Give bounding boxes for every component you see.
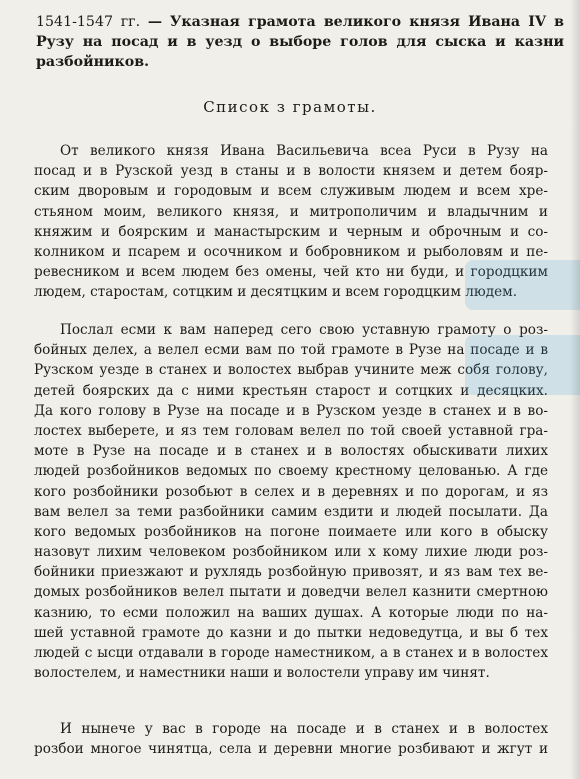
text-line-content: стьяном моим, великого князя, и митрополичим и владычним и	[34, 203, 548, 220]
text-line	[34, 739, 548, 759]
text-line-content: княжим и боярским и манастырским и черным и оброчным и со-	[34, 223, 548, 240]
watermark-logo	[455, 240, 580, 420]
text-line-content: волостелем, и наместники наши и волостели управу им чинят.	[34, 665, 490, 682]
text-line-content: детей боярских да с ними крестьян старост и сотцких и десяцких.	[34, 382, 548, 399]
text-line-content: колником и псарем и осочником и бобровником и рыболовям и пе-	[34, 243, 548, 260]
page-edge-shadow	[570, 0, 580, 779]
text-line-content: казнию, то есми положил на ваших душах. А которые люди по на-	[34, 604, 548, 621]
text-line-content: моте в Рузе на посаде и в станех и в волостях обыскивати лихих	[34, 443, 548, 460]
text-line-content: посад и в Рузской уезд в станы и в волости князем и детем бояр-	[34, 163, 548, 180]
heading-date: 1541-1547 гг.	[36, 14, 141, 30]
text-line	[34, 623, 548, 643]
text-line-content: людей с ысци отдавали в городе наместником, а в станех и в волостех	[34, 645, 548, 661]
text-line-content: Рузском уезде в станех и волостех выбрав учините меж собя голову,	[34, 362, 548, 379]
text-line	[34, 421, 548, 441]
text-line-content: кого розбойники розобьют в селех и в деревнях и по дорогам, и яз	[34, 483, 548, 500]
text-line-content: И нынече у вас в городе на посаде и в станех и в волостех	[60, 721, 548, 737]
text-line-content: ским дворовым и городовым и всем служивым людем и всем хре-	[34, 183, 548, 200]
text-line-content: От великого князя Ивана Васильевича всеа Руси в Рузу на	[60, 143, 548, 159]
text-line-content: ревесником и всем людем без омены, чей кто ни буди, и городцким	[34, 264, 548, 281]
text-line-content: Да кого голову в Рузе на посаде и в Рузском уезде в станех и в во-	[34, 402, 548, 419]
text-line-content: кого ведомых розбойников на погоне поимаете или кого в обыску	[34, 523, 548, 540]
text-line-content: розбои многое чинятца, села и деревни многие розбивают и жгут и	[34, 741, 548, 758]
section-title: Список з грамоты.	[203, 98, 377, 116]
text-line	[34, 141, 548, 161]
heading-dash: —	[147, 14, 163, 30]
text-line	[34, 441, 548, 461]
text-line-content: бойники приезжают и рухлядь розбойную привозят, и яз вам тех ве-	[34, 564, 548, 581]
text-line	[34, 719, 548, 739]
text-line	[34, 482, 548, 502]
text-line	[34, 643, 548, 663]
text-line-content: домых розбойников велел пытати и доведчи велел казнити смертною	[34, 584, 548, 601]
document-heading	[36, 12, 564, 72]
text-line	[34, 222, 548, 242]
text-line	[34, 181, 548, 201]
text-line-content: Послал есми к вам наперед сего свою уставную грамоту о роз-	[60, 322, 548, 338]
text-line	[34, 202, 548, 222]
text-line-content: бойных делех, а велел есми вам по той грамоте в Рузе на посаде и в	[34, 342, 548, 359]
text-line	[34, 502, 548, 522]
text-line	[34, 542, 548, 562]
text-line-content: людем, старостам, сотцким и десятцким и всем городцким людем.	[34, 284, 518, 301]
text-line	[34, 603, 548, 623]
text-line	[34, 461, 548, 481]
heading-title: Указная грамота великого князя Ивана IV в Рузу на посад и в уезд о выборе голов для сыска и казни разбойников.	[36, 14, 564, 70]
paragraph-3	[34, 719, 548, 759]
text-line	[34, 663, 548, 683]
text-line	[34, 582, 548, 602]
text-line-content: шей уставной грамоте до казни и до пытки недоведутца, и вы б тех	[34, 624, 548, 641]
text-line-content: вам велел за теми разбойники самим ездити и людей посылати. Да	[34, 503, 548, 520]
text-line	[34, 522, 548, 542]
text-line	[34, 161, 548, 181]
text-line-content: лостех выберете, и яз тем головам велел по той своей уставной гра-	[34, 422, 548, 439]
text-line-content: назовут лихим человеком розбойником или х кому лихие люди роз-	[34, 544, 548, 561]
text-line-content: людей розбойников ведомых по своему крестному целованью. А где	[34, 463, 548, 480]
text-line	[34, 562, 548, 582]
